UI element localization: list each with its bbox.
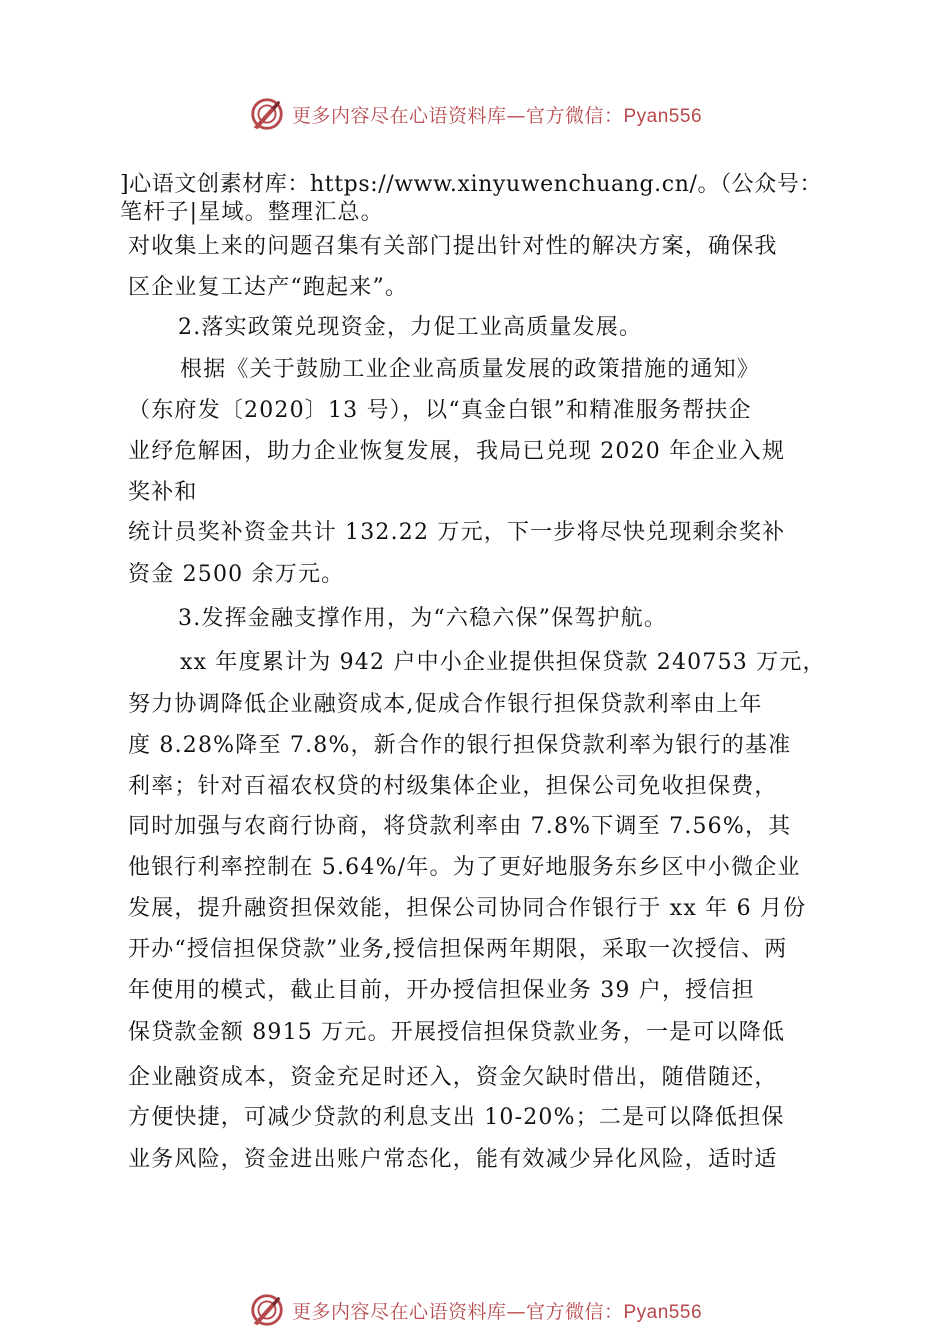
body-line: 努力协调降低企业融资成本,促成合作银行担保贷款利率由上年 bbox=[128, 692, 763, 717]
body-line: 业务风险，资金进出账户常态化，能有效减少异化风险，适时适 bbox=[128, 1147, 778, 1172]
body-line: 保贷款金额 8915 万元。开展授信担保贷款业务，一是可以降低 bbox=[128, 1020, 786, 1045]
footer-banner-text: 更多内容尽在心语资料库—官方微信：Pyan556 bbox=[291, 1300, 703, 1323]
body-line: 业纾危解困，助力企业恢复发展，我局已兑现 2020 年企业入规 bbox=[128, 439, 786, 464]
brush-logo-icon bbox=[248, 95, 286, 133]
body-line: 利率；针对百福农权贷的村级集体企业，担保公司免收担保费， bbox=[128, 774, 778, 799]
body-line: 奖补和 bbox=[128, 480, 198, 505]
body-line: 同时加强与农商行协商，将贷款利率由 7.8%下调至 7.56%，其 bbox=[128, 814, 792, 839]
body-line: 对收集上来的问题召集有关部门提出针对性的解决方案，确保我 bbox=[128, 234, 778, 259]
footer-banner bbox=[0, 1288, 950, 1332]
body-line: 度 8.28%降至 7.8%，新合作的银行担保贷款利率为银行的基准 bbox=[128, 733, 792, 758]
body-line: （东府发〔2020〕13 号），以“真金白银”和精准服务帮扶企 bbox=[128, 398, 752, 423]
body-line: 开办“授信担保贷款”业务,授信担保两年期限，采取一次授信、两 bbox=[128, 937, 788, 962]
body-line: 根据《关于鼓励工业企业高质量发展的政策措施的通知》 bbox=[180, 357, 761, 382]
section-heading: 3.发挥金融支撑作用，为“六稳六保”保驾护航。 bbox=[178, 606, 668, 631]
brush-logo-icon bbox=[248, 1291, 286, 1329]
body-line: 笔杆子|星域。整理汇总。 bbox=[120, 200, 384, 225]
body-line: 方便快捷，可减少贷款的利息支出 10-20%；二是可以降低担保 bbox=[128, 1105, 785, 1130]
section-heading: 2.落实政策兑现资金，力促工业高质量发展。 bbox=[178, 315, 643, 340]
header-banner bbox=[0, 92, 950, 136]
body-line: 区企业复工达产“跑起来”。 bbox=[128, 275, 409, 300]
body-line: ]心语文创素材库：https://www.xinyuwenchuang.cn/。（公众号： bbox=[120, 172, 823, 197]
body-line: 他银行利率控制在 5.64%/年。为了更好地服务东乡区中小微企业 bbox=[128, 855, 801, 880]
header-banner-text: 更多内容尽在心语资料库—官方微信：Pyan556 bbox=[291, 104, 703, 127]
body-line: 发展，提升融资担保效能，担保公司协同合作银行于 xx 年 6 月份 bbox=[128, 896, 807, 921]
body-line: 年使用的模式，截止目前，开办授信担保业务 39 户，授信担 bbox=[128, 978, 755, 1003]
body-line: 统计员奖补资金共计 132.22 万元，下一步将尽快兑现剩余奖补 bbox=[128, 520, 786, 545]
body-line: 资金 2500 余万元。 bbox=[128, 562, 345, 587]
body-line: 企业融资成本，资金充足时还入，资金欠缺时借出，随借随还， bbox=[128, 1065, 778, 1090]
body-line: xx 年度累计为 942 户中小企业提供担保贷款 240753 万元， bbox=[180, 650, 826, 675]
